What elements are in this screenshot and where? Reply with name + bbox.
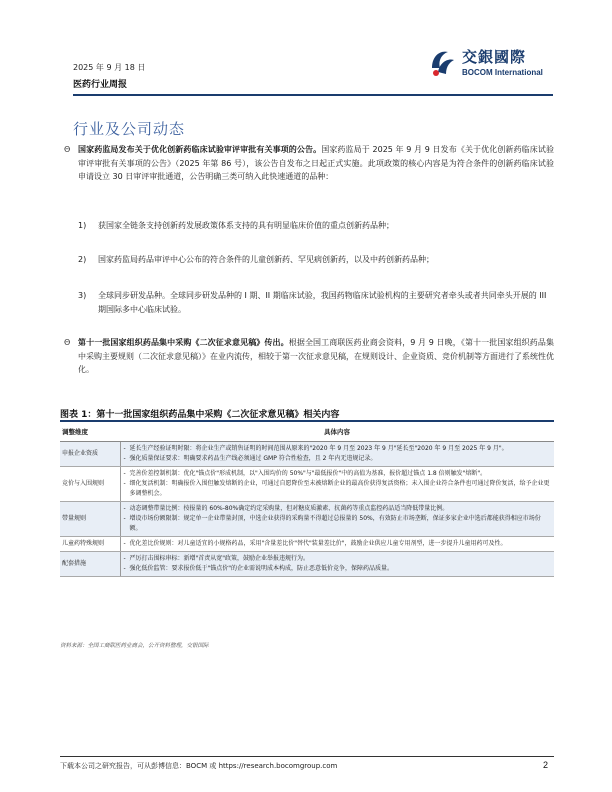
sub-item-number: 3) [78,291,87,300]
table-row [60,536,554,551]
content-item: - 延长生产经验证明时限：将企业生产或销售证明的时间范围从原来的"2020 年 9 月至 2023 年 9 月"延长至"2020 年 9 月至 2025 年 9 月"。 [124,444,552,454]
report-date: 2025 年 9 月 18 日 [73,63,146,72]
report-type: 医药行业周报 [73,80,128,90]
table-header-row [60,423,554,441]
sub-item-3 [78,289,548,316]
news-item-1-headline: 国家药监局发布关于优化创新药临床试验审评审批有关事项的公告。 [78,145,322,154]
figure-source: 资料来源：全国工商联医药业商会，公开资料整理，交银国际 [60,643,209,649]
news-item-1-body: 国家药监局于 2025 年 9 月 9 日发布《关于优化创新药临床试验审评审批有关事项的公告》（2025 年第 86 号），该公告自发布之日起正式实施。此项政策的核心内容是为符合条件的创新药临床试验申请设立 30 日审评审批通道，公告明确三类可纳入此快速通道的品种： [78,145,555,181]
news-item-2-headline: 第十一批国家组织药品集中采购《二次征求意见稿》传出。 [78,338,289,347]
page-number: 2 [543,760,549,770]
column-header-dimension: 调整维度 [60,423,120,441]
sub-item-text: 获国家全链条支持创新药发展政策体系支持的具有明显临床价值的重点创新药品种； [98,221,394,230]
row-content [120,536,554,551]
content-item: - 动态调整带量比例：按报量的 60%-80%确定约定采购量，但对糖皮质激素、抗菌药等重点监控药品适当降低带量比例。 [124,504,552,514]
content-item: - 细化复活机制：明确报价入围但触发熔断的企业，可通过自愿降价至未被熔断企业的最高价获得复活资格；未入围企业符合条件也可通过降价复活，给予企业更多调整机会。 [124,479,552,499]
column-header-content: 具体内容 [120,423,554,441]
logo-english-name: BOCOM International [462,68,543,77]
table-row [60,501,554,536]
section-title: 行业及公司动态 [73,120,186,138]
content-item: - 强化低价监管：要求报价低于"锚点价"的企业需说明成本构成，防止恶意低价竞争，保障药品质量。 [124,564,552,574]
table-row [60,466,554,501]
bocom-logo [428,44,554,84]
figure-title-divider [60,420,554,422]
content-item: - 严厉打击围标串标：新增"首责从宽"政策，鼓励企业举报违规行为。 [124,554,552,564]
figure-title: 图表 1：第十一批国家组织药品集中采购《二次征求意见稿》相关内容 [60,410,340,420]
sub-item-text: 国家药监局药品审评中心公布的符合条件的儿童创新药、罕见病创新药，以及中药创新药品种； [98,255,434,264]
row-content [120,501,554,536]
bocom-logo-icon [428,46,458,78]
bullet-icon: Θ [64,338,71,347]
content-item: - 强化质量保证要求：明确要求药品生产线必须通过 GMP 符合性检查，且 2 年内无违规记录。 [124,454,552,464]
content-item: - 增设市场份额限制：规定单一企业带量封顶，中选企业获得的采购量不得超过总报量的 50%，有效防止市场垄断，保证多家企业中选后都能获得相应市场份额。 [124,514,552,534]
policy-table [60,423,554,577]
row-dimension: 带量规则 [60,501,120,536]
row-dimension: 儿童药特殊规则 [60,536,120,551]
row-dimension: 申报企业资质 [60,441,120,466]
logo-chinese-name: 交銀國際 [462,48,527,66]
row-content [120,466,554,501]
bullet-icon: Θ [64,145,71,154]
sub-item-number: 1) [78,221,87,230]
sub-item-1 [78,219,548,233]
footer-divider [60,756,554,757]
news-item-2-body: 根据全国工商联医药业商会资料，9 月 9 日晚，《第十一批国家组织药品集中采购主要规则（二次征求意见稿）》在业内流传，相较于第一次征求意见稿，在规则设计、企业资质、竞价机制等方面进行了系统性优化。 [78,338,555,374]
footer-text: 下载本公司之研究报告，可从彭博信息：BOCM 或 https://research.bocomgroup.com [60,762,338,770]
row-content [120,551,554,576]
table-row [60,441,554,466]
header-divider [73,94,553,96]
news-item-2 [64,336,554,377]
table-row [60,551,554,576]
row-content [120,441,554,466]
row-dimension: 配套措施 [60,551,120,576]
sub-item-text: 全球同步研发品种。全球同步研发品种的 I 期、II 期临床试验，我国药物临床试验机构的主要研究者牵头或者共同牵头开展的 III 期国际多中心临床试验。 [98,291,547,314]
sub-item-number: 2) [78,255,87,264]
news-item-1 [64,143,554,184]
content-item: - 优化差比价规则：对儿童适宜的小规格药品，采用"含量差比价"替代"装量差比价"，鼓励企业供应儿童专用剂型，进一步提升儿童用药可及性。 [124,539,552,549]
sub-item-2 [78,253,548,267]
content-item: - 完善价差控制机制：优化"锚点价"形成机制，以"入围均价的 50%"与"最低报价"中的高值为基准，报价超过锚点 1.8 倍则触发"熔断"。 [124,469,552,479]
row-dimension: 竞价与入围规则 [60,466,120,501]
